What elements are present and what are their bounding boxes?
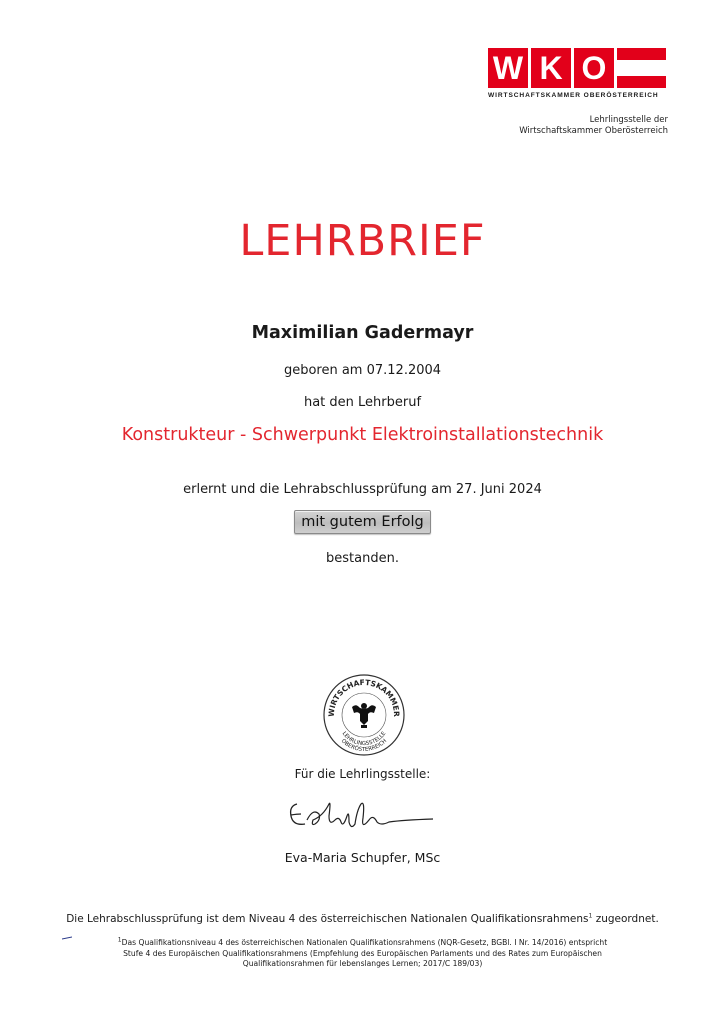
wko-logo-mark — [488, 48, 666, 88]
signature-caption: Für die Lehrlingsstelle: — [294, 767, 431, 781]
footnote-line-2: Stufe 4 des Europäischen Qualifikationsrahmens (Empfehlung des Europäischen Parlaments und des Rates zum Europäischen — [123, 948, 602, 958]
logo-letter-o: O — [574, 48, 614, 88]
intro-text: hat den Lehrberuf — [303, 395, 422, 410]
footnote-line-1 — [0, 938, 725, 949]
exam-statement: erlernt und die Lehrabschlussprüfung am 27. Juni 2024 — [183, 482, 542, 497]
issuer-line-2: Wirtschaftskammer Oberösterreich — [519, 126, 668, 136]
logo-subtitle: WIRTSCHAFTSKAMMER OBERÖSTERREICH — [488, 92, 659, 99]
signer-name: Eva-Maria Schupfer, MSc — [284, 850, 441, 865]
wko-logo — [488, 48, 666, 99]
logo-letter-w: W — [488, 48, 528, 88]
issuer-line-1: Lehrlingsstelle der — [589, 115, 668, 125]
footnote-ref: 1 — [588, 912, 593, 920]
qualification-text: Die Lehrabschlussprüfung ist dem Niveau 4 des österreichischen Nationalen Qualifikationsrahmens — [66, 913, 589, 925]
footnote — [0, 938, 725, 970]
footnote-text-1: Das Qualifikationsniveau 4 des österreichischen Nationalen Qualifikationsrahmens (NQR-Gesetz, BGBl. I Nr. 14/2016) entspricht — [121, 938, 608, 947]
seal-text-bottom-1: LEHRLINGSSTELLE — [340, 730, 388, 748]
qualification-statement — [0, 913, 725, 925]
issuer-address — [519, 115, 668, 137]
austria-flag-icon — [617, 48, 666, 88]
document-title: LEHRBRIEF — [239, 216, 486, 266]
seal-text-top: WIRTSCHAFTSKAMMER — [326, 677, 402, 718]
birth-date: geboren am 07.12.2004 — [283, 363, 442, 378]
result-label: mit gutem Erfolg — [294, 510, 431, 534]
official-seal-icon — [322, 673, 406, 757]
logo-letter-k: K — [531, 48, 571, 88]
footnote-marker: 1 — [117, 936, 122, 944]
qualification-text-end: zugeordnet. — [592, 913, 659, 925]
profession-title: Konstrukteur - Schwerpunkt Elektroinstallationstechnik — [121, 425, 604, 445]
result-box — [0, 510, 725, 534]
recipient-name: Maximilian Gadermayr — [251, 323, 474, 343]
handwritten-signature — [283, 790, 443, 838]
footnote-line-3: Qualifikationsrahmen für lebenslanges Lernen; 2017/C 189/03) — [242, 959, 483, 968]
passed-text: bestanden. — [326, 551, 399, 566]
eagle-icon — [352, 703, 376, 728]
seal-text-bottom-2: OBERÖSTERREICH — [339, 738, 389, 754]
